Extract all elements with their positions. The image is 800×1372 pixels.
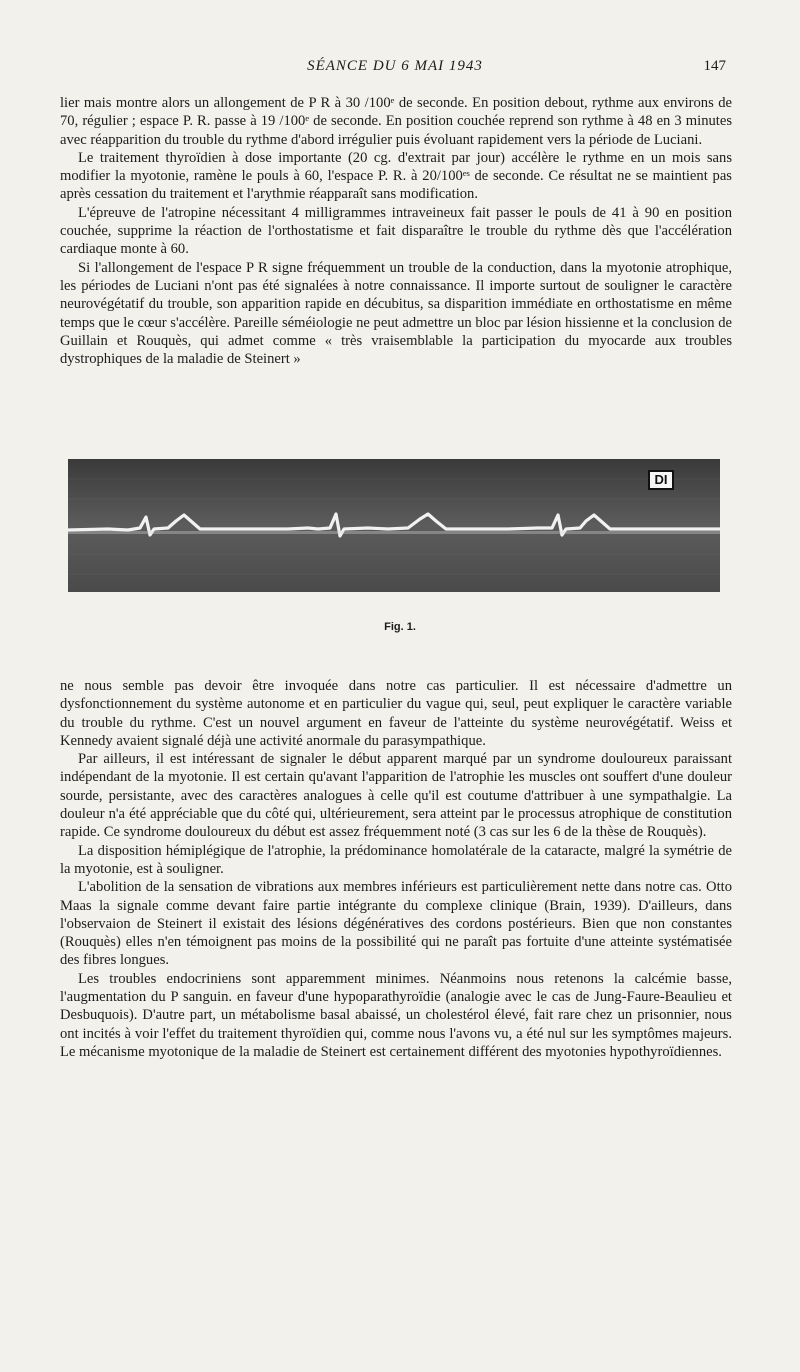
paragraph: Si l'allongement de l'espace P R signe fréquemment un trouble de la conduction, dans la myotonie atrophique, les périodes de Luciani n'ont pas été signalées à notre connaissance. Il importe surtout de souligner le caractère neurovégétatif du trouble, son apparition rapide en décubitus, sa disparition immédiate en orthostatisme en même temps que le cœur s'accélère. Pareille séméiologie ne peut admettre un bloc par lésion hissienne et la conclusion de Guillain et Rouquès, qui admet comme « très vraisemblable la participation du myocarde aux troubles dystrophiques de la maladie de Steinert » [60,259,732,368]
text-block-bottom [60,677,732,1061]
paragraph: lier mais montre alors un allongement de P R à 30 /100ᵉ de seconde. En position debout, rythme aux environs de 70, régulier ; espace P. R. passe à 19 /100ᵉ de seconde. En position couchée reprend son rythme à 48 en 3 minutes avec réapparition du trouble du rythme d'abord irrégulier puis évoluant rapidement vers la période de Luciani. [60,95,732,148]
paragraph: Le traitement thyroïdien à dose importante (20 cg. d'extrait par jour) accélère le rythme en un mois sans modifier la myotonie, ramène le pouls à 60, l'espace P. R. à 20/100ᵉˢ de seconde. Ce résultat ne se maintient pas après cessation du traitement et l'arythmie réapparaît sans modification. [60,149,732,203]
running-header [60,58,730,80]
header-title: SÉANCE DU 6 MAI 1943 [307,58,483,74]
paragraph: L'abolition de la sensation de vibrations aux membres inférieurs est particulièrement nette dans notre cas. Otto Maas la signale comme devant faire partie intégrante du complexe clinique (Brain, 1939). D'ailleurs, dans l'observaion de Steinert il existait des lésions dégénératives des cordons postérieurs. Bien que non constantes (Rouquès) elles n'en témoignent pas moins de la possibilité qui ne paraît pas fortuite d'une atteinte systématisée des fibres longues. [60,879,732,969]
ecg-trace-image [68,459,720,592]
paragraph: Les troubles endocriniens sont apparemment minimes. Néanmoins nous retenons la calcémie basse, l'augmentation du P sanguin. en faveur d'une hypoparathyroïdie (analogie avec le cas de Jung-Faure-Beaulieu et Desbuquois). D'autre part, un métabolisme basal abaissé, un cholestérol élevé, fait rare chez un prisonnier, nous ont incités à voir l'effet du traitement thyroïdien qui, comme nous l'avons vu, a été nul sur les symptômes majeurs. Le mécanisme myotonique de la maladie de Steinert est certainement différent des myotonies hypothyroïdiennes. [60,970,732,1060]
figure-caption: Fig. 1. [384,621,416,633]
paragraph: ne nous semble pas devoir être invoquée dans notre cas particulier. Il est nécessaire d'admettre un dysfonctionnement du système autonome et en particulier du vague qui, seul, peut expliquer le caractère variable du trouble du rythme. C'est un nouvel argument en faveur de l'atteinte du système neurovégétatif. Weiss et Kennedy avaient signalé déjà une activité anormale du parasympathique. [60,678,732,749]
text-block-top [60,94,732,368]
paragraph: Par ailleurs, il est intéressant de signaler le début apparent marqué par un syndrome douloureux paraissant indépendant de la myotonie. Il est certain qu'avant l'apparition de l'atrophie les muscles ont souffert d'une douleur sourde, persistante, avec des caractères analogues à celle qu'il est coutume d'attribuer à une sympathalgie. La douleur n'a été appréciable que du côté qui, ultérieurement, sera atteint par le processus atrophique de constitution rapide. Ce syndrome douloureux du début est assez fréquemment noté (3 cas sur les 6 de la thèse de Rouquès). [60,751,732,841]
page-number: 147 [703,58,726,74]
lead-label: DI [648,470,674,490]
paragraph: L'épreuve de l'atropine nécessitant 4 milligrammes intraveineux fait passer le pouls de 41 à 90 en position couchée, supprime la réaction de l'orthostatisme et fait disparaître le trouble du rythme dès que l'accélération cardiaque monte à 60. [60,204,732,258]
paragraph: La disposition hémiplégique de l'atrophie, la prédominance homolatérale de la cataracte, malgré la symétrie de la myotonie, est à souligner. [60,842,732,877]
ecg-figure [68,459,720,592]
